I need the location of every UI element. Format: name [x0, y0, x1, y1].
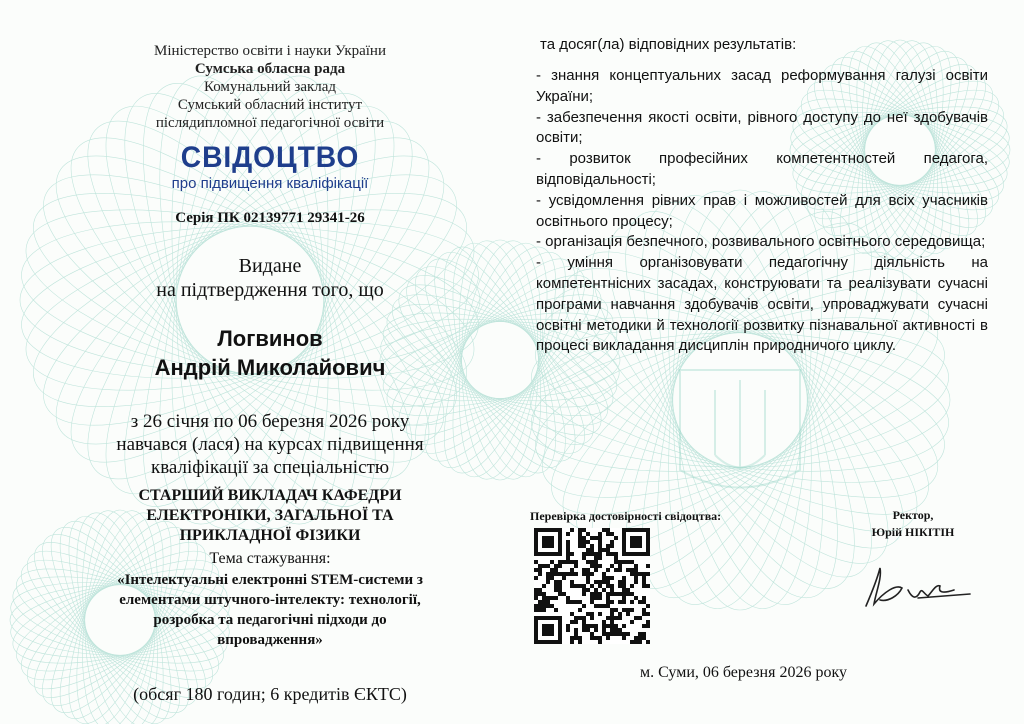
topic-line: впровадження» — [217, 632, 323, 648]
issued-line: на підтвердження того, що — [156, 279, 384, 301]
ministry-line: післядипломної педагогічної освіти — [155, 115, 385, 131]
ministry-line: Сумська обласна рада — [194, 61, 346, 77]
results-intro: та досяг(ла) відповідних результатів: — [540, 36, 797, 53]
results-list — [536, 66, 988, 357]
coat-of-arms-watermark — [680, 370, 800, 488]
rector-title: Ректор, — [892, 508, 934, 522]
topic-line: «Інтелектуальні електронні STEM-системи з — [117, 572, 423, 588]
rector-signature — [858, 562, 980, 612]
holder-given-names: Андрій Миколайович — [154, 355, 386, 380]
course-line: з 26 січня по 06 березня 2026 року — [130, 411, 410, 432]
ministry-header — [40, 42, 500, 132]
verification-label: Перевірка достовірності свідоцтва: — [530, 509, 722, 523]
result-item: - забезпечення якості освіти, рівного доступу до неї здобувачів освіти; — [536, 108, 988, 147]
ministry-line: Міністерство освіти і науки України — [153, 43, 386, 59]
result-item: - знання концептуальних засад реформування галузі освіти України; — [536, 67, 988, 105]
certificate-series: Серія ПК 02139771 29341-26 — [175, 210, 365, 226]
rector-name: Юрій НІКІТІН — [871, 525, 955, 539]
ministry-line: Комунальний заклад — [203, 79, 337, 95]
ministry-line: Сумський обласний інститут — [177, 97, 363, 113]
result-item: - розвиток професійних компетентностей педагога, відповідальності; — [536, 150, 988, 188]
topic-line: розробка та педагогічні підходи до — [153, 612, 387, 628]
course-volume: (обсяг 180 годин; 6 кредитів ЄКТС) — [133, 684, 407, 704]
result-item: - організація безпечного, розвивального освітнього середовища; — [536, 233, 986, 251]
issued-statement — [40, 254, 500, 302]
qr-code[interactable] — [534, 528, 650, 644]
specialty-line: ЕЛЕКТРОНІКИ, ЗАГАЛЬНОЇ ТА — [146, 507, 394, 524]
certificate-subtitle: про підвищення кваліфікації — [171, 175, 369, 192]
place-and-date: м. Суми, 06 березня 2026 року — [640, 664, 847, 681]
result-item: - уміння організовувати педагогічну діяльність на компетентнісних засадах, конструювати та реалізувати сучасні програми навчання здобувачів освіти, упроваджувати сучасні освітні методики й технології розвитку пізнавальної активності в процесі викладання дисциплін природничого циклу. — [536, 254, 988, 355]
issued-line: Видане — [238, 255, 302, 277]
holder-name — [40, 324, 500, 382]
holder-surname: Логвинов — [217, 326, 323, 351]
course-line: кваліфікації за спеціальністю — [150, 457, 390, 478]
topic-label: Тема стажування: — [209, 550, 331, 567]
course-line: навчався (лася) на курсах підвищення — [116, 434, 424, 455]
specialty-line: СТАРШИЙ ВИКЛАДАЧ КАФЕДРИ — [138, 487, 402, 504]
course-details — [40, 410, 500, 479]
specialty — [40, 486, 500, 546]
internship-topic — [40, 570, 500, 650]
result-item: - усвідомлення рівних прав і можливостей для всіх учасників освітнього процесу; — [536, 191, 988, 230]
topic-line: елементами штучного-інтелекту: технології, — [119, 592, 421, 608]
certificate-title: СВІДОЦТВО — [180, 141, 360, 174]
specialty-line: ПРИКЛАДНОЇ ФІЗИКИ — [179, 527, 361, 544]
